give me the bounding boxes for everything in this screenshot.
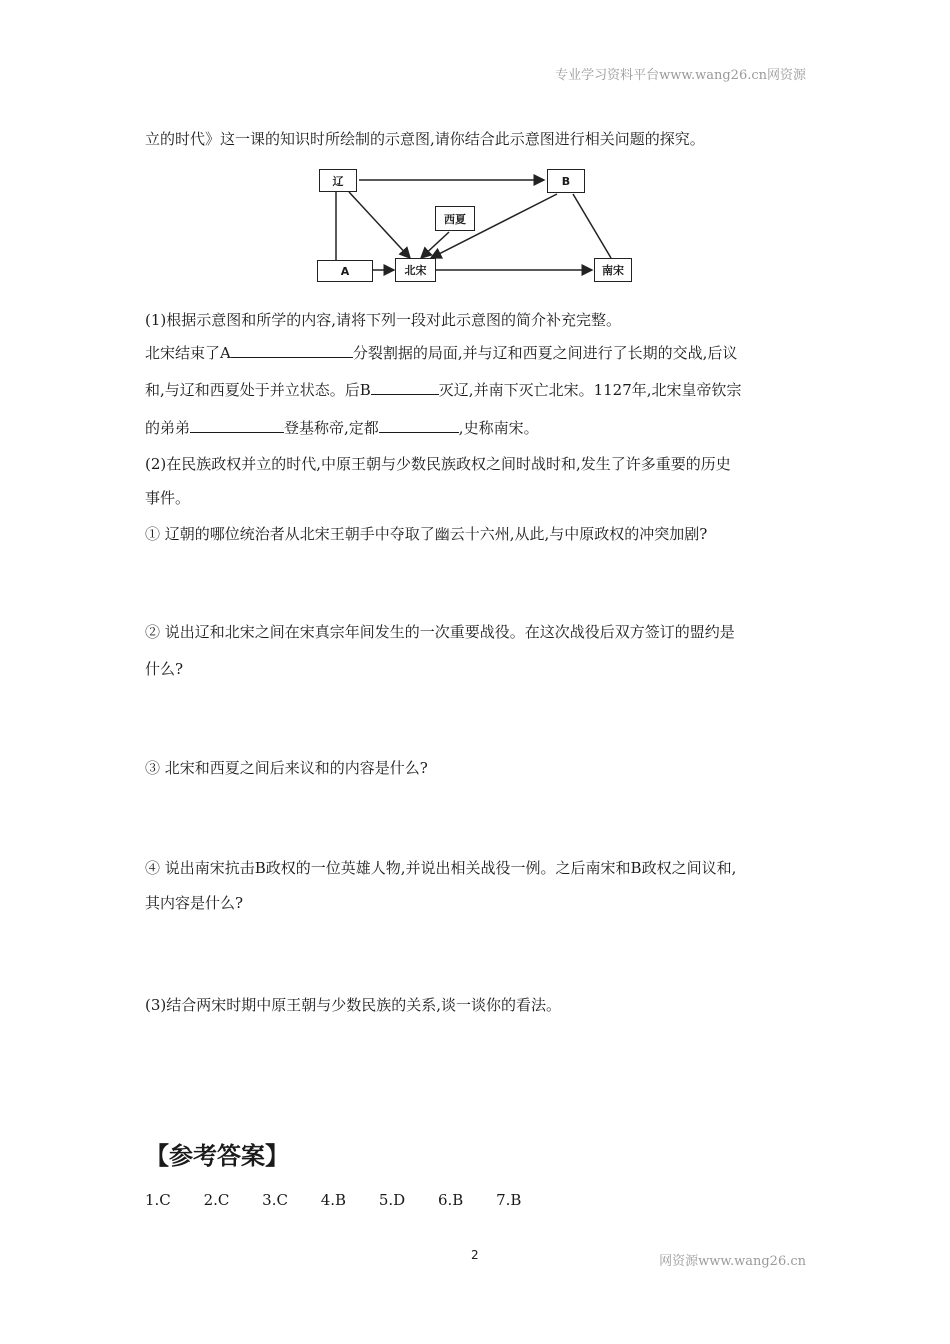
q1-line2-part2: 灭辽,并南下灭亡北宋。1127年,北宋皇帝钦宗 (438, 381, 742, 399)
answer-item: 6.B (437, 1191, 464, 1209)
q2-prompt-line2: 事件。 (145, 489, 191, 507)
answer-item: 3.C (262, 1191, 288, 1209)
q1-prompt: (1)根据示意图和所学的内容,请将下列一段对此示意图的简介补充完整。 (145, 311, 622, 329)
node-b: B (547, 169, 585, 193)
q2-sub2-line1: ② 说出辽和北宋之间在宋真宗年间发生的一次重要战役。在这次战役后双方签订的盟约是 (145, 623, 735, 641)
answer-item: 7.B (496, 1191, 522, 1209)
q2-sub4-line2: 其内容是什么? (145, 894, 244, 912)
q1-line1-part2: 分裂割据的局面,并与辽和西夏之间进行了长期的交战,后议 (352, 344, 738, 362)
node-xixia: 西夏 (435, 206, 475, 231)
header-watermark: 专业学习资料平台www.wang26.cn网资源 (555, 68, 806, 83)
answer-item: 4.B (320, 1191, 347, 1209)
q2-sub2-line2: 什么? (145, 660, 184, 678)
q2-prompt-line1: (2)在民族政权并立的时代,中原王朝与少数民族政权之间时战时和,发生了许多重要的历史 (145, 455, 731, 473)
footer-watermark: 网资源www.wang26.cn (659, 1254, 806, 1269)
answers-list (145, 1191, 549, 1209)
blank-b[interactable] (371, 380, 439, 395)
q1-line3 (145, 418, 539, 438)
page-number: 2 (471, 1248, 479, 1262)
q1-line2-part1: 和,与辽和西夏处于并立状态。后B (145, 381, 371, 399)
intro-text: 立的时代》这一课的知识时所绘制的示意图,请你结合此示意图进行相关问题的探究。 (145, 130, 705, 148)
answer-item: 5.D (378, 1191, 406, 1209)
blank-capital[interactable] (379, 418, 459, 433)
answer-item: 1.C (145, 1191, 171, 1209)
node-liao: 辽 (319, 169, 357, 192)
node-beisong: 北宋 (395, 258, 436, 282)
q3-prompt: (3)结合两宋时期中原王朝与少数民族的关系,谈一谈你的看法。 (145, 996, 562, 1014)
relationship-diagram (315, 166, 635, 284)
node-nansong: 南宋 (594, 258, 632, 282)
q1-line3-part3: ,史称南宋。 (458, 419, 539, 437)
q1-line3-part2: 登基称帝,定都 (284, 419, 379, 437)
q2-sub3: ③ 北宋和西夏之间后来议和的内容是什么? (145, 759, 428, 777)
q1-line1-part1: 北宋结束了A (145, 344, 231, 362)
answer-item: 2.C (203, 1191, 230, 1209)
q1-line1 (145, 343, 737, 363)
answers-title: 【参考答案】 (145, 1142, 289, 1170)
q2-sub4-line1: ④ 说出南宋抗击B政权的一位英雄人物,并说出相关战役一例。之后南宋和B政权之间议和, (145, 859, 737, 877)
q2-sub1: ① 辽朝的哪位统治者从北宋王朝手中夺取了幽云十六州,从此,与中原政权的冲突加剧? (145, 525, 708, 543)
blank-brother[interactable] (190, 418, 284, 433)
q1-line3-part1: 的弟弟 (145, 419, 191, 437)
q1-line2 (145, 380, 742, 400)
blank-a[interactable] (231, 343, 353, 358)
node-a: A (317, 260, 373, 282)
